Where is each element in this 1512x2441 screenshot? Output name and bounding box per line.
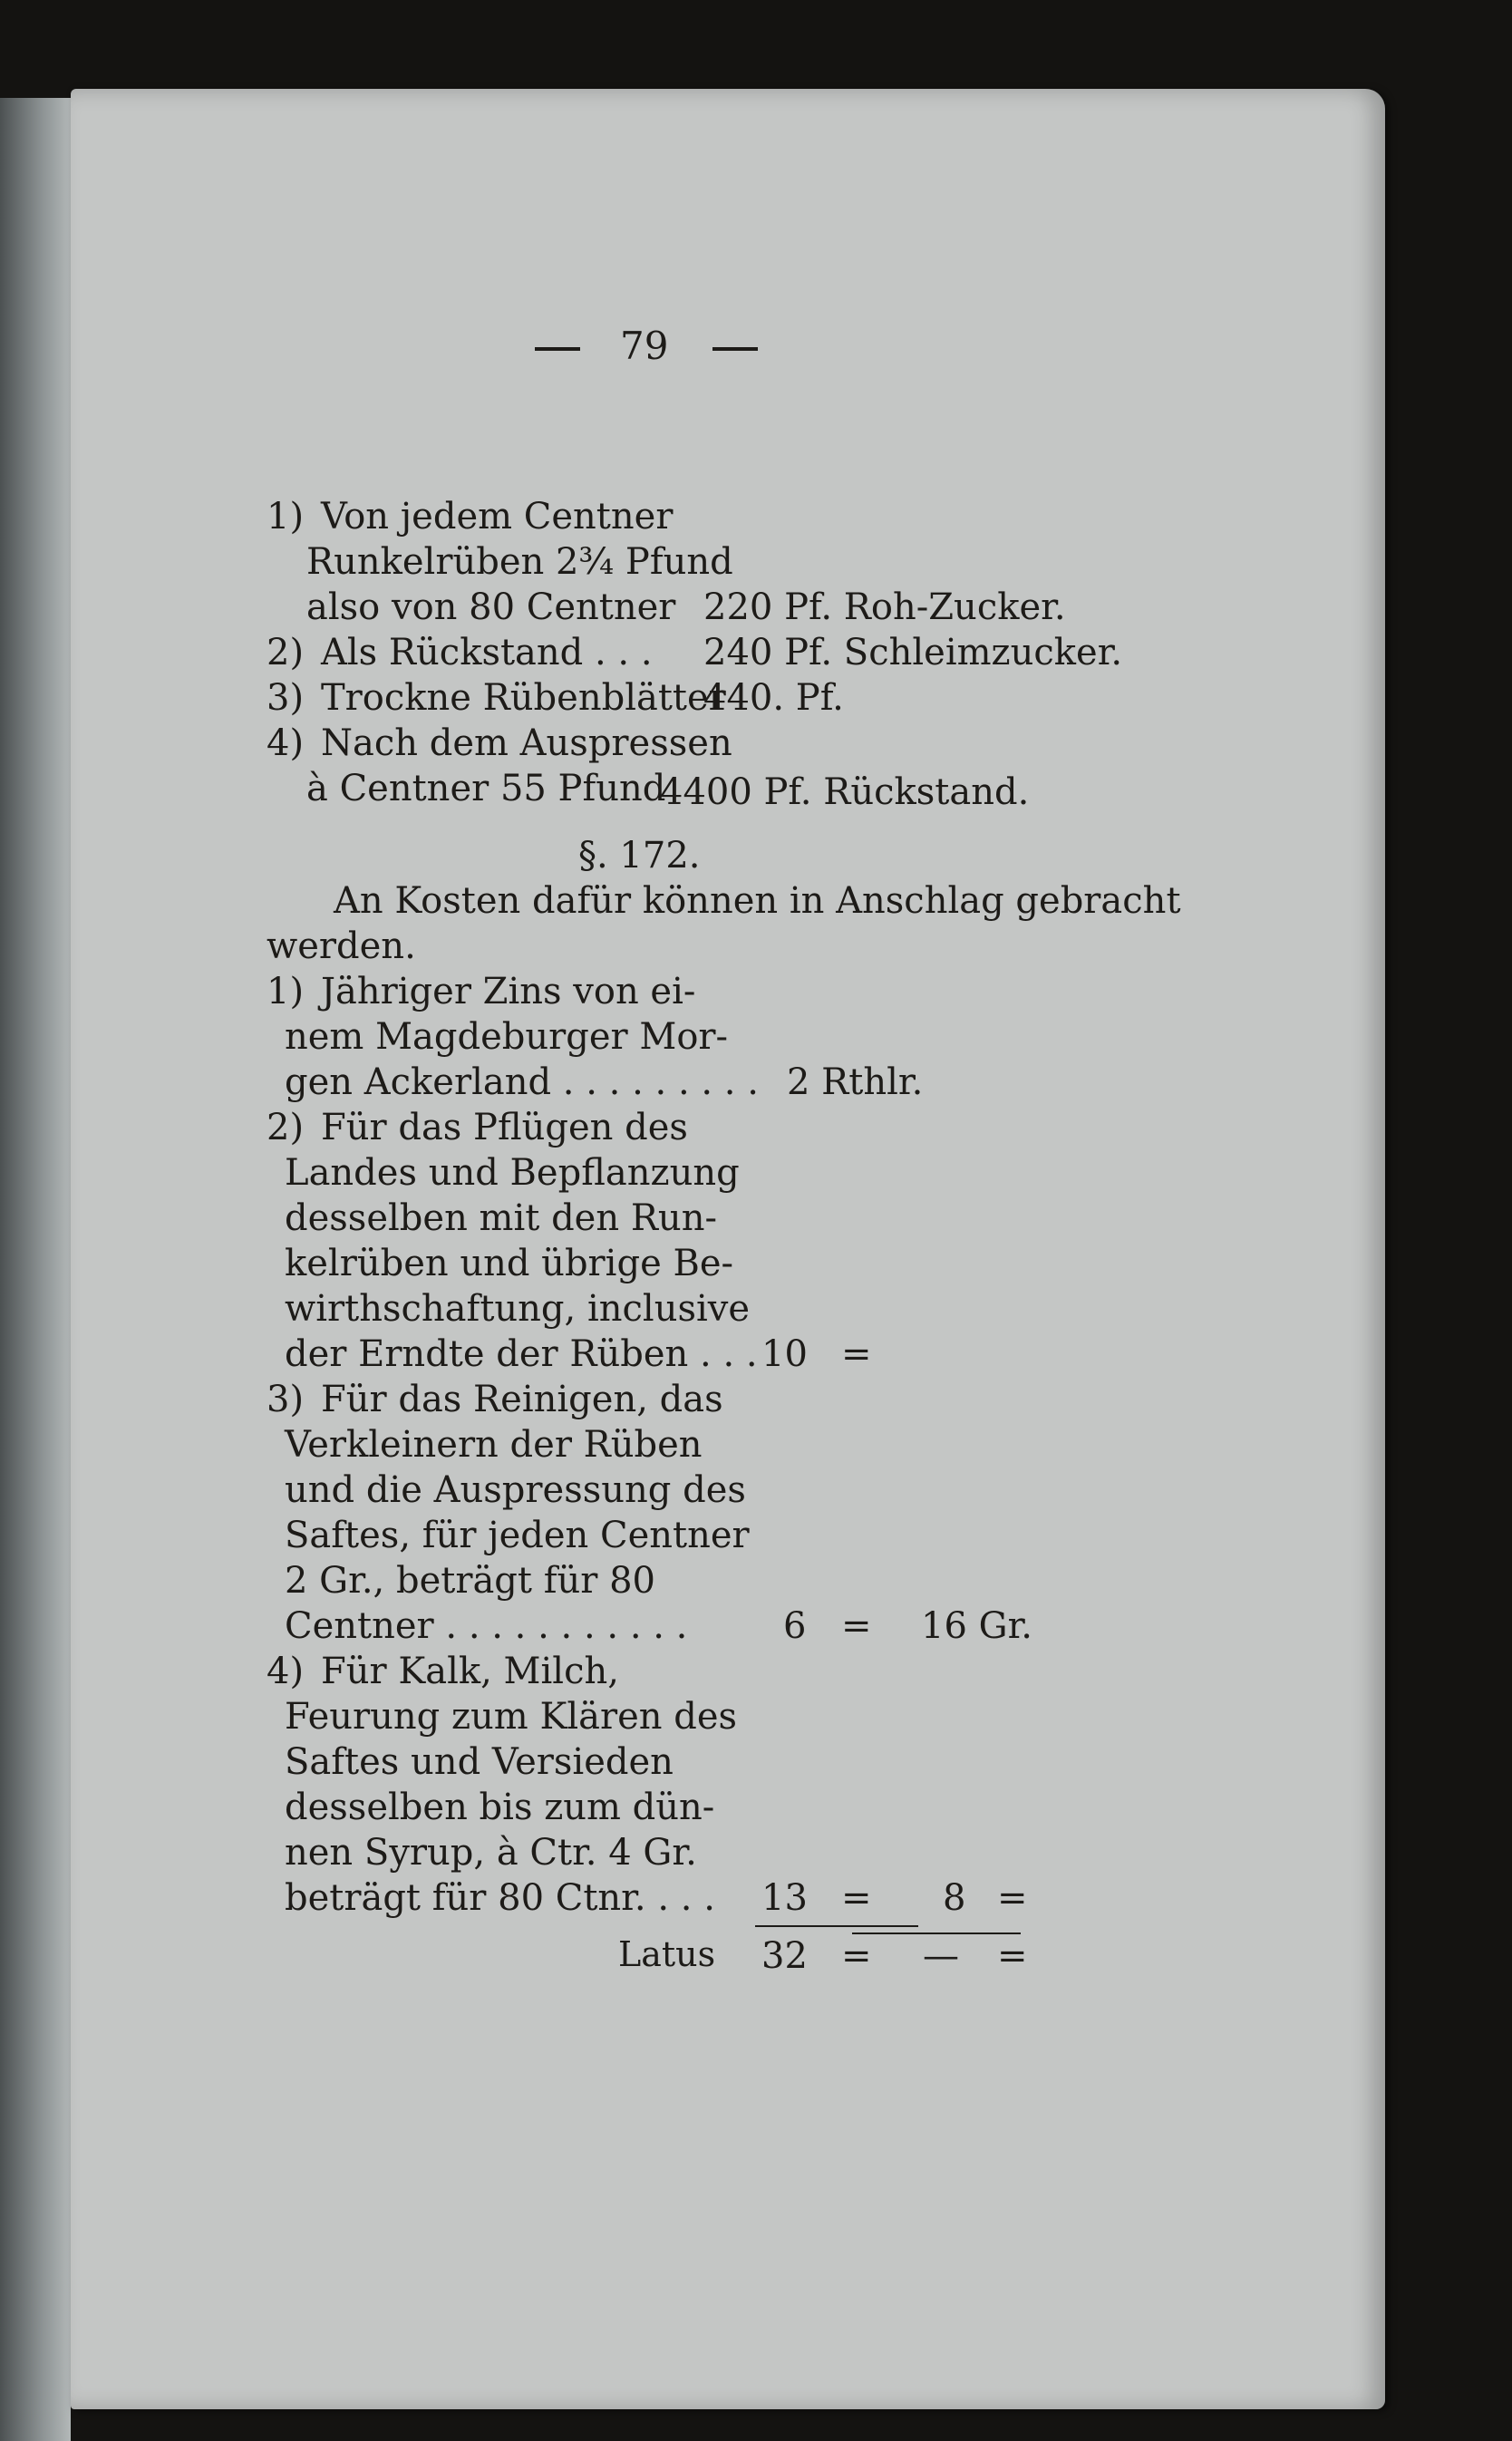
ditto-mark: =	[841, 1877, 872, 1919]
cost-item-number: 1)	[267, 971, 305, 1012]
book-spine	[0, 98, 71, 2441]
yield-item-value: 4400 Pf. Rückstand.	[660, 771, 1030, 813]
cost-item-text: kelrüben und übrige Be-	[285, 1243, 734, 1284]
cost-item-number: 2)	[267, 1107, 305, 1148]
cost-item-text: 2 Gr., beträgt für 80	[285, 1560, 656, 1602]
ditto-mark: =	[841, 1605, 872, 1647]
cost-item-rthlr: 10	[761, 1333, 808, 1375]
section-intro: werden.	[267, 925, 416, 967]
cost-item-text: Centner . . . . . . . . . . .	[285, 1605, 688, 1647]
cost-item-text: der Erndte der Rüben . . .	[285, 1333, 758, 1375]
cost-item-text: Saftes und Versieden	[285, 1741, 674, 1783]
cost-item-text: Feurung zum Klären des	[285, 1696, 738, 1738]
yield-item-number: 2)	[267, 632, 305, 673]
cost-item-text: desselben bis zum dün-	[285, 1787, 715, 1828]
cost-item-rthlr: 13	[761, 1877, 808, 1919]
yield-item-text: à Centner 55 Pfund	[306, 768, 666, 809]
latus-gr: —	[923, 1935, 959, 1977]
cost-item-gr: 16 Gr.	[921, 1605, 1033, 1647]
yield-item-text: Als Rückstand . . .	[321, 632, 653, 673]
section-intro: An Kosten dafür können in Anschlag gebracht	[334, 880, 1181, 922]
latus-rthlr: 32	[761, 1935, 808, 1977]
yield-item-number: 4)	[267, 722, 305, 764]
cost-item-text: nem Magdeburger Mor-	[285, 1016, 729, 1058]
cost-item-text: Landes und Bepflanzung	[285, 1152, 740, 1194]
ditto-mark: =	[997, 1935, 1028, 1977]
cost-item-text: desselben mit den Run-	[285, 1197, 717, 1239]
cost-item-text: Jähriger Zins von ei-	[321, 971, 696, 1012]
cost-item-text: Für das Reinigen, das	[321, 1379, 723, 1420]
ditto-mark: =	[841, 1333, 872, 1375]
yield-item-number: 1)	[267, 496, 305, 538]
cost-item-number: 4)	[267, 1651, 305, 1692]
cost-item-text: wirthschaftung, inclusive	[285, 1288, 751, 1330]
cost-item-rthlr: 6	[783, 1605, 807, 1647]
header-dash-right	[712, 347, 758, 351]
cost-item-text: nen Syrup, à Ctr. 4 Gr.	[285, 1832, 697, 1874]
cost-item-text: und die Auspressung des	[285, 1469, 746, 1511]
latus-label: Latus	[618, 1934, 716, 1974]
cost-item-text: Saftes, für jeden Centner	[285, 1515, 750, 1556]
yield-item-text: Runkelrüben 2¾ Pfund	[306, 541, 733, 583]
yield-item-text: Nach dem Auspressen	[321, 722, 732, 764]
yield-item-text: also von 80 Centner	[306, 586, 676, 628]
header-dash-left	[535, 347, 580, 351]
cost-item-text: Verkleinern der Rüben	[285, 1424, 703, 1466]
cost-item-number: 3)	[267, 1379, 305, 1420]
yield-item-number: 3)	[267, 677, 305, 719]
cost-item-text: gen Ackerland . . . . . . . . .	[285, 1061, 759, 1103]
cost-item-text: beträgt für 80 Ctnr. . . .	[285, 1877, 715, 1919]
cost-item-rthlr: 2 Rthlr.	[787, 1061, 924, 1103]
cost-item-text: Für Kalk, Milch,	[321, 1651, 619, 1692]
cost-item-gr: 8	[943, 1877, 966, 1919]
ditto-mark: =	[841, 1935, 872, 1977]
yield-item-text: Von jedem Centner	[321, 496, 674, 538]
page-number: 79	[620, 324, 669, 368]
yield-item-value: 240 Pf. Schleimzucker.	[703, 632, 1123, 673]
yield-item-value: 440. Pf.	[703, 677, 844, 719]
cost-item-text: Für das Pflügen des	[321, 1107, 688, 1148]
yield-item-text: Trockne Rübenblätter	[321, 677, 726, 719]
yield-item-value: 220 Pf. Roh-Zucker.	[703, 586, 1066, 628]
book-page	[71, 89, 1385, 2409]
section-heading: §. 172.	[578, 835, 701, 877]
ditto-mark: =	[997, 1877, 1028, 1919]
sum-rule	[755, 1925, 918, 1927]
